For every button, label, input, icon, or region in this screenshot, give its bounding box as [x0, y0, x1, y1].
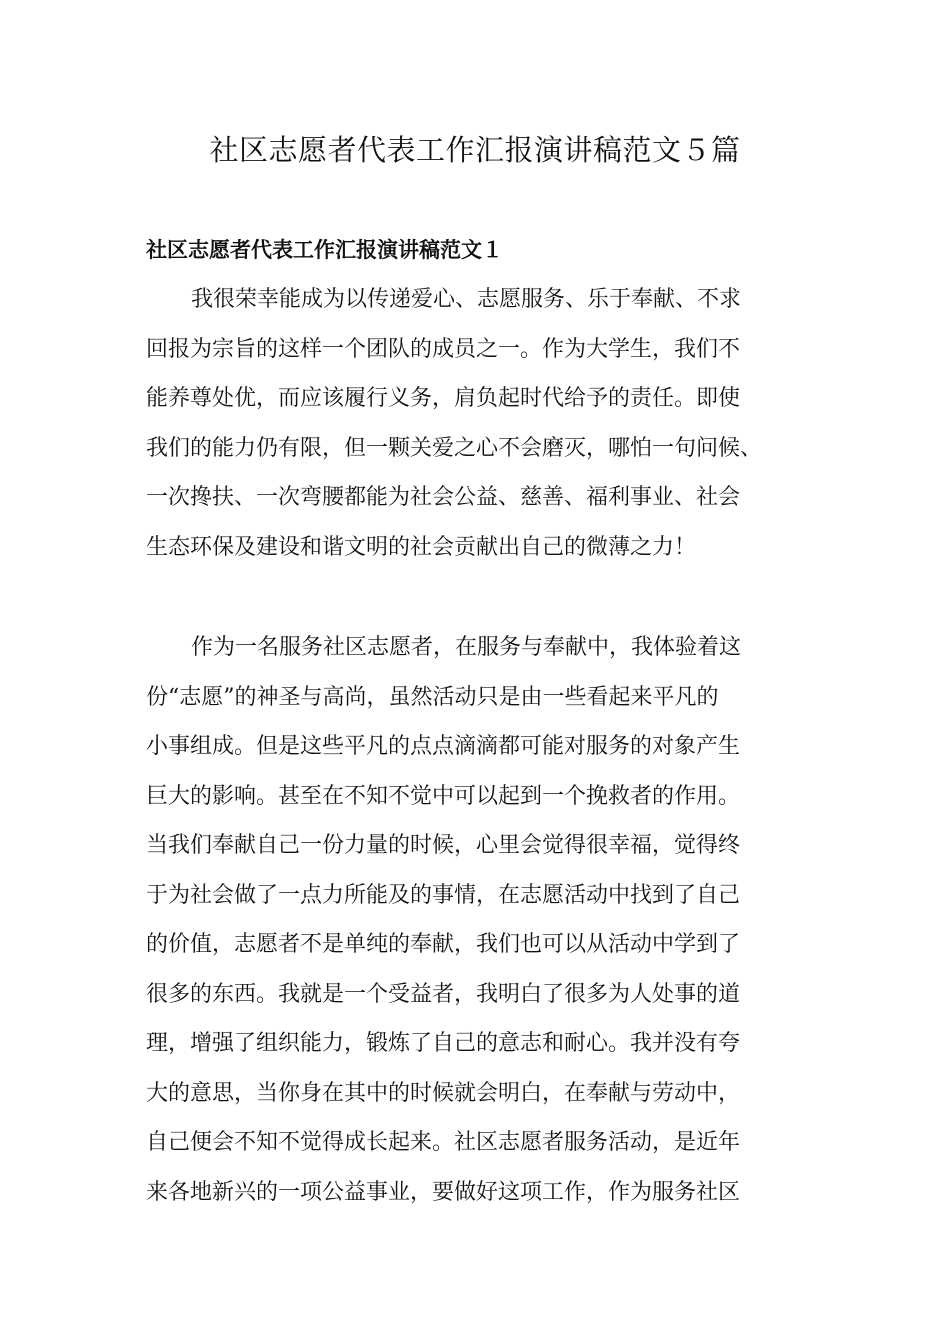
paragraph-line: 回报为宗旨的这样一个团队的成员之一。作为大学生，我们不 [146, 336, 741, 362]
paragraph-line: 我们的能力仍有限，但一颗关爱之心不会磨灭，哪怕一句问候、 [146, 435, 763, 461]
paragraph-line: 生态环保及建设和谐文明的社会贡献出自己的微薄之力！ [146, 534, 697, 560]
document-title: 社区志愿者代表工作汇报演讲稿范文５篇 [209, 133, 741, 167]
paragraph-line: 份“志愿”的神圣与高尚，虽然活动只是由一些看起来平凡的 [146, 684, 719, 710]
paragraph-line: 能养尊处优，而应该履行义务，肩负起时代给予的责任。即使 [146, 386, 741, 411]
paragraph-line: 于为社会做了一点力所能及的事情，在志愿活动中找到了自己 [146, 882, 741, 908]
paragraph-line: 作为一名服务社区志愿者，在服务与奉献中，我体验着这 [191, 635, 742, 660]
paragraph-line: 理，增强了组织能力，锻炼了自己的意志和耐心。我并没有夸 [146, 1031, 741, 1056]
paragraph-line: 巨大的影响。甚至在不知不觉中可以起到一个挽救者的作用。 [146, 783, 741, 809]
paragraph-line: 小事组成。但是这些平凡的点点滴滴都可能对服务的对象产生 [146, 734, 741, 759]
section-heading: 社区志愿者代表工作汇报演讲稿范文１ [146, 237, 503, 262]
paragraph-line: 当我们奉献自己一份力量的时候，心里会觉得很幸福，觉得终 [146, 833, 741, 858]
paragraph-line: 来各地新兴的一项公益事业，要做好这项工作，作为服务社区 [146, 1179, 741, 1205]
paragraph [146, 275, 762, 572]
paragraph [146, 623, 741, 1217]
paragraph-line: 的价值，志愿者不是单纯的奉献，我们也可以从活动中学到了 [146, 932, 741, 957]
paragraph-line: 大的意思，当你身在其中的时候就会明白，在奉献与劳动中， [146, 1080, 741, 1106]
paragraph-line: 一次搀扶、一次弯腰都能为社会公益、慈善、福利事业、社会 [146, 485, 741, 510]
paragraph-line: 很多的东西。我就是一个受益者，我明白了很多为人处事的道 [146, 981, 741, 1007]
paragraph-line: 我很荣幸能成为以传递爱心、志愿服务、乐于奉献、不求 [191, 287, 742, 312]
paragraph-line: 自己便会不知不觉得成长起来。社区志愿者服务活动，是近年 [146, 1130, 741, 1155]
